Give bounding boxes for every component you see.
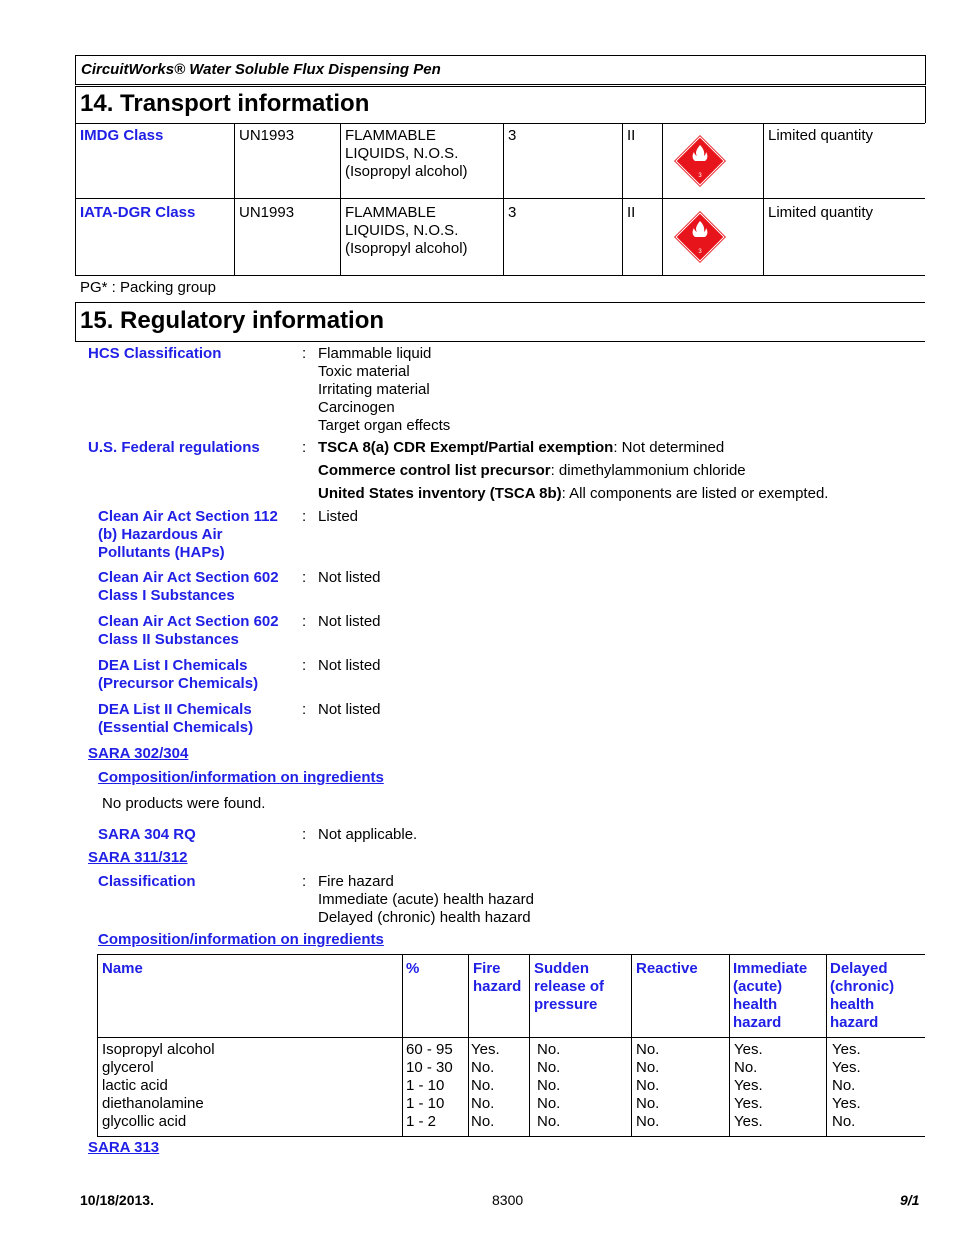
colon: : <box>302 439 307 456</box>
composition-heading: Composition/information on ingredients <box>98 931 384 948</box>
cell-reactive: No. <box>636 1113 660 1130</box>
caa-602-class2-value: Not listed <box>318 613 381 630</box>
cell-fire: No. <box>471 1095 495 1112</box>
hcs-classification-values: Flammable liquid Toxic material Irritating material Carcinogen Target organ effects <box>318 345 451 434</box>
packing-group: II <box>627 127 636 144</box>
svg-text:3: 3 <box>698 249 702 255</box>
cell-percent: 1 - 10 <box>406 1095 445 1112</box>
cell-fire: No. <box>471 1077 495 1094</box>
sara-302-304-heading: SARA 302/304 <box>88 745 189 762</box>
cell-name: Isopropyl alcohol <box>102 1041 215 1058</box>
cell-delayed: Yes. <box>832 1095 861 1112</box>
sara-304-rq-label: SARA 304 RQ <box>98 826 196 843</box>
cell-delayed: No. <box>832 1077 856 1094</box>
cell-reactive: No. <box>636 1041 660 1058</box>
footer-date: 10/18/2013. <box>80 1192 154 1208</box>
transport-table <box>75 123 925 276</box>
caa-112-value: Listed <box>318 508 359 525</box>
tsca-8a-value: : Not determined <box>613 439 725 456</box>
cell-percent: 10 - 30 <box>406 1059 453 1076</box>
transport-class: 3 <box>508 127 517 144</box>
cell-immediate: Yes. <box>734 1077 763 1094</box>
header-bar <box>75 55 926 85</box>
cell-fire: No. <box>471 1113 495 1130</box>
colon: : <box>302 873 307 890</box>
col-header-name: Name <box>102 960 143 977</box>
product-name: CircuitWorks® Water Soluble Flux Dispensing Pen <box>81 61 441 78</box>
caa-602-class2-label: Clean Air Act Section 602 Class II Substances <box>98 613 279 648</box>
dea-list1-value: Not listed <box>318 657 381 674</box>
col-header-fire: Fire hazard <box>473 960 522 995</box>
tsca-8a-label: TSCA 8(a) CDR Exempt/Partial exemption <box>318 439 614 456</box>
svg-text:3: 3 <box>698 173 702 179</box>
cell-reactive: No. <box>636 1095 660 1112</box>
un-number: UN1993 <box>239 204 295 221</box>
cell-immediate: Yes. <box>734 1113 763 1130</box>
colon: : <box>302 826 307 843</box>
us-federal-label: U.S. Federal regulations <box>88 439 260 456</box>
cell-name: glycerol <box>102 1059 154 1076</box>
colon: : <box>302 657 307 674</box>
col-header-delayed: Delayed (chronic) health hazard <box>830 960 895 1031</box>
cell-name: glycollic acid <box>102 1113 187 1130</box>
us-inventory-item <box>318 485 828 503</box>
additional-info: Limited quantity <box>768 204 874 221</box>
cell-sudden: No. <box>537 1041 561 1058</box>
sara-311-312-heading: SARA 311/312 <box>88 849 188 866</box>
col-header-sudden: Sudden release of pressure <box>534 960 605 1013</box>
cell-immediate: Yes. <box>734 1041 763 1058</box>
shipping-name: FLAMMABLE LIQUIDS, N.O.S. (Isopropyl alcohol) <box>345 204 468 257</box>
packing-group: II <box>627 204 636 221</box>
cell-reactive: No. <box>636 1077 660 1094</box>
flammable-liquid-icon <box>672 133 728 189</box>
colon: : <box>302 613 307 630</box>
cell-sudden: No. <box>537 1095 561 1112</box>
cell-delayed: No. <box>832 1113 856 1130</box>
commerce-control-label: Commerce control list precursor <box>318 462 551 479</box>
us-inventory-label: United States inventory (TSCA 8b) <box>318 485 562 502</box>
cell-sudden: No. <box>537 1113 561 1130</box>
footer-page: 9/1 <box>900 1192 920 1208</box>
regulation-label: IMDG Class <box>80 127 164 144</box>
caa-602-class1-value: Not listed <box>318 569 381 586</box>
cell-name: lactic acid <box>102 1077 168 1094</box>
cell-sudden: No. <box>537 1077 561 1094</box>
no-products-text: No products were found. <box>102 795 266 812</box>
cell-delayed: Yes. <box>832 1059 861 1076</box>
section-15-heading-box <box>75 302 925 342</box>
section-15-title: 15. Regulatory information <box>80 307 385 334</box>
sara-313-heading: SARA 313 <box>88 1139 160 1156</box>
classification-label: Classification <box>98 873 196 890</box>
col-header-percent: % <box>406 960 420 977</box>
cell-fire: No. <box>471 1059 495 1076</box>
additional-info: Limited quantity <box>768 127 874 144</box>
col-header-immediate: Immediate (acute) health hazard <box>733 960 808 1031</box>
packing-group-footnote: PG* : Packing group <box>80 279 216 296</box>
footer-code: 8300 <box>492 1192 524 1208</box>
composition-heading: Composition/information on ingredients <box>98 769 384 786</box>
regulation-label: IATA-DGR Class <box>80 204 196 221</box>
colon: : <box>302 345 307 362</box>
cell-percent: 1 - 10 <box>406 1077 445 1094</box>
flammable-liquid-icon <box>672 209 728 265</box>
colon: : <box>302 701 307 718</box>
cell-fire: Yes. <box>471 1041 500 1058</box>
commerce-control-value: : dimethylammonium chloride <box>550 462 746 479</box>
dea-list2-label: DEA List II Chemicals (Essential Chemicals) <box>98 701 254 736</box>
dea-list2-value: Not listed <box>318 701 381 718</box>
colon: : <box>302 508 307 525</box>
shipping-name: FLAMMABLE LIQUIDS, N.O.S. (Isopropyl alcohol) <box>345 127 468 180</box>
un-number: UN1993 <box>239 127 295 144</box>
classification-values: Fire hazard Immediate (acute) health hazard Delayed (chronic) health hazard <box>318 873 534 926</box>
sara-311-table <box>97 954 925 1137</box>
cell-percent: 1 - 2 <box>406 1113 437 1130</box>
tsca-8a-item <box>318 439 724 457</box>
colon: : <box>302 569 307 586</box>
cell-percent: 60 - 95 <box>406 1041 453 1058</box>
col-header-reactive: Reactive <box>636 960 698 977</box>
sara-304-rq-value: Not applicable. <box>318 826 418 843</box>
hcs-classification-label: HCS Classification <box>88 345 222 362</box>
caa-602-class1-label: Clean Air Act Section 602 Class I Substances <box>98 569 279 604</box>
commerce-control-item <box>318 462 746 480</box>
cell-delayed: Yes. <box>832 1041 861 1058</box>
us-inventory-value: : All components are listed or exempted. <box>561 485 829 502</box>
section-14-title: 14. Transport information <box>80 90 370 117</box>
cell-name: diethanolamine <box>102 1095 204 1112</box>
transport-class: 3 <box>508 204 517 221</box>
cell-sudden: No. <box>537 1059 561 1076</box>
caa-112-label: Clean Air Act Section 112 (b) Hazardous Air Pollutants (HAPs) <box>98 508 278 561</box>
cell-immediate: Yes. <box>734 1095 763 1112</box>
section-14-heading-box <box>75 86 926 123</box>
cell-reactive: No. <box>636 1059 660 1076</box>
cell-immediate: No. <box>734 1059 758 1076</box>
dea-list1-label: DEA List I Chemicals (Precursor Chemicals) <box>98 657 259 692</box>
